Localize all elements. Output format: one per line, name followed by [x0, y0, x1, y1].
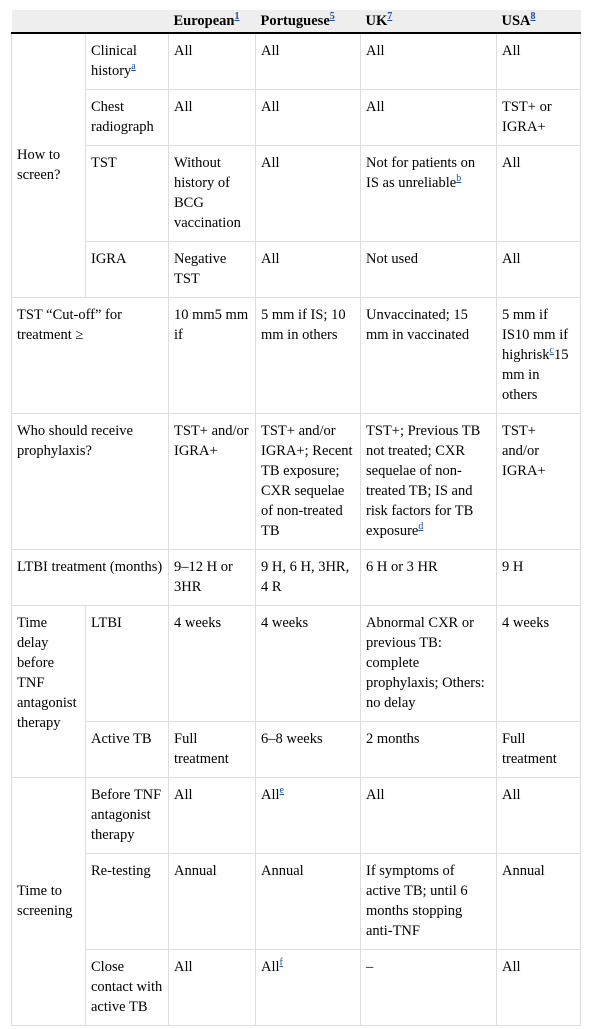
cell: 4 weeks — [497, 606, 581, 722]
cell: Annual — [169, 854, 256, 950]
row-label: Close contact with active TB — [86, 950, 169, 1026]
cell: 5 mm if IS; 10 mm in others — [256, 298, 361, 414]
row-label: IGRA — [86, 242, 169, 298]
footnote-link[interactable]: f — [279, 957, 283, 969]
cell: All — [497, 33, 581, 90]
cell: All — [169, 778, 256, 854]
table-row — [12, 242, 581, 298]
cell: 9–12 H or 3HR — [169, 550, 256, 606]
table-row — [12, 33, 581, 90]
cell: All — [256, 146, 361, 242]
footnote-link[interactable]: b — [456, 173, 462, 185]
table-row — [12, 950, 581, 1026]
cell: All — [361, 90, 497, 146]
table-row — [12, 778, 581, 854]
cell: Not used — [361, 242, 497, 298]
footnote-link[interactable]: d — [418, 521, 424, 533]
ref-link[interactable]: 8 — [530, 11, 536, 23]
cell: All — [497, 146, 581, 242]
header-european: European$^1$ — [169, 10, 256, 33]
row-label: TST — [86, 146, 169, 242]
cell: TST+ and/or IGRA+; Recent TB exposure; CXR sequelae of non-treated TB — [256, 414, 361, 550]
table-row — [12, 414, 581, 550]
cell: All — [256, 242, 361, 298]
cell: 9 H — [497, 550, 581, 606]
cell: TST+; Previous TB not treated; CXR sequelae of non-treated TB; IS and risk factors for TB exposure$^d$ — [361, 414, 497, 550]
cell: 9 H, 6 H, 3HR, 4 R — [256, 550, 361, 606]
cell: All — [497, 778, 581, 854]
row-group-label: Time delay before TNF antagonist therapy — [12, 606, 86, 778]
tb-screening-table — [11, 10, 581, 1026]
table-row — [12, 722, 581, 778]
cell: Without history of BCG vaccination — [169, 146, 256, 242]
row-label: TST “Cut-off” for treatment ≥ — [12, 298, 169, 414]
table-row — [12, 298, 581, 414]
cell: TST+ or IGRA+ — [497, 90, 581, 146]
cell: All — [169, 90, 256, 146]
footnote-link[interactable]: e — [279, 785, 284, 797]
cell: 5 mm if IS10 mm if highrisk$^c$15 mm in others — [497, 298, 581, 414]
cell: All — [256, 33, 361, 90]
cell: All — [497, 242, 581, 298]
ref-link[interactable]: 1 — [234, 11, 240, 23]
cell: Full treatment — [169, 722, 256, 778]
cell: All — [497, 950, 581, 1026]
row-label: Chest radiograph — [86, 90, 169, 146]
cell: If symptoms of active TB; until 6 months stopping anti-TNF — [361, 854, 497, 950]
cell: 6 H or 3 HR — [361, 550, 497, 606]
ref-link[interactable]: 7 — [387, 11, 393, 23]
cell: 2 months — [361, 722, 497, 778]
cell: Abnormal CXR or previous TB: complete prophylaxis; Others: no delay — [361, 606, 497, 722]
cell: All — [169, 950, 256, 1026]
cell: All — [361, 33, 497, 90]
cell: All — [169, 33, 256, 90]
table-row — [12, 550, 581, 606]
table-row — [12, 854, 581, 950]
table-header — [12, 10, 581, 33]
cell: Unvaccinated; 15 mm in vaccinated — [361, 298, 497, 414]
cell: 4 weeks — [169, 606, 256, 722]
cell: All — [361, 778, 497, 854]
cell: 4 weeks — [256, 606, 361, 722]
row-label: Re-testing — [86, 854, 169, 950]
header-portuguese: Portuguese$^5$ — [256, 10, 361, 33]
header-empty — [86, 10, 169, 33]
cell: All$^f$ — [256, 950, 361, 1026]
header-uk: UK$^7$ — [361, 10, 497, 33]
table-row — [12, 90, 581, 146]
cell: All — [256, 90, 361, 146]
row-group-label: Time to screening — [12, 778, 86, 1026]
table-row — [12, 146, 581, 242]
row-label: Who should receive prophylaxis? — [12, 414, 169, 550]
cell: TST+ and/or IGRA+ — [497, 414, 581, 550]
cell: Annual — [497, 854, 581, 950]
ref-link[interactable]: 5 — [329, 11, 335, 23]
cell: – — [361, 950, 497, 1026]
footnote-link[interactable]: c — [549, 345, 554, 357]
row-label: LTBI — [86, 606, 169, 722]
cell: Negative TST — [169, 242, 256, 298]
cell: Not for patients on IS as unreliable$^b$ — [361, 146, 497, 242]
header-usa: USA$^8$ — [497, 10, 581, 33]
cell: TST+ and/or IGRA+ — [169, 414, 256, 550]
cell: 6–8 weeks — [256, 722, 361, 778]
header-empty — [12, 10, 86, 33]
row-label: Active TB — [86, 722, 169, 778]
cell: Annual — [256, 854, 361, 950]
footnote-link[interactable]: a — [131, 61, 136, 73]
row-label: LTBI treatment (months) — [12, 550, 169, 606]
table-row — [12, 606, 581, 722]
cell: 10 mm5 mm if — [169, 298, 256, 414]
cell: Full treatment — [497, 722, 581, 778]
row-label: Before TNF antagonist therapy — [86, 778, 169, 854]
row-label: Clinical history$^a$ — [86, 33, 169, 90]
row-group-label: How to screen? — [12, 33, 86, 298]
cell: All$^e$ — [256, 778, 361, 854]
